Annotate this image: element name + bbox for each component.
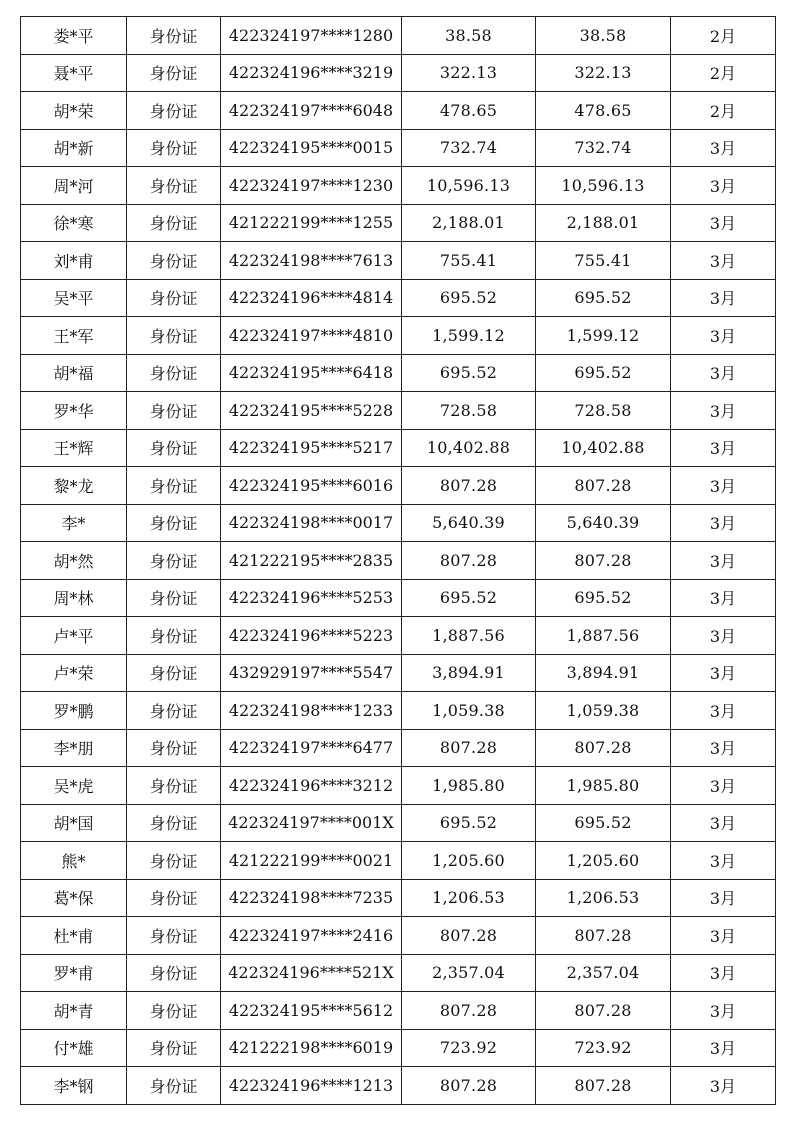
amount-cell: 38.58 — [402, 17, 536, 55]
id-number-cell: 422324197****1230 — [221, 167, 402, 205]
table-row — [21, 504, 776, 542]
table-row — [21, 767, 776, 805]
table-row — [21, 167, 776, 205]
amount-paid-cell: 807.28 — [536, 467, 671, 505]
amount-paid-cell: 3,894.91 — [536, 654, 671, 692]
table-row — [21, 242, 776, 280]
id-number-cell: 422324195****6016 — [221, 467, 402, 505]
records-table-body — [21, 17, 776, 1105]
table-row — [21, 917, 776, 955]
id-type-cell: 身份证 — [127, 129, 221, 167]
id-number-cell: 422324198****7235 — [221, 879, 402, 917]
amount-paid-cell: 807.28 — [536, 729, 671, 767]
id-type-cell: 身份证 — [127, 954, 221, 992]
month-cell: 3月 — [671, 279, 776, 317]
id-number-cell: 421222199****1255 — [221, 204, 402, 242]
month-cell: 3月 — [671, 617, 776, 655]
month-cell: 3月 — [671, 692, 776, 730]
month-cell: 3月 — [671, 654, 776, 692]
amount-paid-cell: 38.58 — [536, 17, 671, 55]
amount-cell: 807.28 — [402, 992, 536, 1030]
amount-paid-cell: 695.52 — [536, 279, 671, 317]
id-type-cell: 身份证 — [127, 354, 221, 392]
name-cell: 李* — [21, 504, 127, 542]
name-cell: 胡*新 — [21, 129, 127, 167]
amount-paid-cell: 695.52 — [536, 354, 671, 392]
amount-cell: 1,985.80 — [402, 767, 536, 805]
table-row — [21, 1067, 776, 1105]
amount-cell: 695.52 — [402, 579, 536, 617]
name-cell: 黎*龙 — [21, 467, 127, 505]
month-cell: 3月 — [671, 429, 776, 467]
month-cell: 2月 — [671, 92, 776, 130]
amount-paid-cell: 1,206.53 — [536, 879, 671, 917]
month-cell: 3月 — [671, 729, 776, 767]
id-type-cell: 身份证 — [127, 842, 221, 880]
table-row — [21, 54, 776, 92]
month-cell: 3月 — [671, 242, 776, 280]
id-number-cell: 422324196****521X — [221, 954, 402, 992]
name-cell: 王*军 — [21, 317, 127, 355]
month-cell: 2月 — [671, 17, 776, 55]
amount-cell: 695.52 — [402, 279, 536, 317]
name-cell: 卢*平 — [21, 617, 127, 655]
name-cell: 刘*甫 — [21, 242, 127, 280]
table-row — [21, 804, 776, 842]
month-cell: 3月 — [671, 392, 776, 430]
amount-paid-cell: 732.74 — [536, 129, 671, 167]
amount-cell: 1,059.38 — [402, 692, 536, 730]
month-cell: 3月 — [671, 992, 776, 1030]
amount-cell: 807.28 — [402, 917, 536, 955]
id-type-cell: 身份证 — [127, 467, 221, 505]
amount-paid-cell: 807.28 — [536, 992, 671, 1030]
table-row — [21, 954, 776, 992]
amount-paid-cell: 807.28 — [536, 1067, 671, 1105]
table-row — [21, 317, 776, 355]
id-number-cell: 422324196****4814 — [221, 279, 402, 317]
amount-paid-cell: 807.28 — [536, 917, 671, 955]
id-number-cell: 422324196****5253 — [221, 579, 402, 617]
amount-cell: 695.52 — [402, 804, 536, 842]
name-cell: 罗*华 — [21, 392, 127, 430]
id-type-cell: 身份证 — [127, 992, 221, 1030]
amount-cell: 10,596.13 — [402, 167, 536, 205]
table-row — [21, 1029, 776, 1067]
id-number-cell: 432929197****5547 — [221, 654, 402, 692]
id-type-cell: 身份证 — [127, 54, 221, 92]
table-row — [21, 654, 776, 692]
amount-paid-cell: 2,357.04 — [536, 954, 671, 992]
name-cell: 胡*福 — [21, 354, 127, 392]
id-number-cell: 421222195****2835 — [221, 542, 402, 580]
name-cell: 王*辉 — [21, 429, 127, 467]
id-number-cell: 422324197****2416 — [221, 917, 402, 955]
id-type-cell: 身份证 — [127, 429, 221, 467]
table-row — [21, 204, 776, 242]
id-type-cell: 身份证 — [127, 204, 221, 242]
amount-paid-cell: 723.92 — [536, 1029, 671, 1067]
amount-cell: 755.41 — [402, 242, 536, 280]
month-cell: 3月 — [671, 1029, 776, 1067]
table-row — [21, 279, 776, 317]
amount-paid-cell: 322.13 — [536, 54, 671, 92]
amount-paid-cell: 1,887.56 — [536, 617, 671, 655]
table-row — [21, 579, 776, 617]
table-row — [21, 692, 776, 730]
amount-cell: 807.28 — [402, 542, 536, 580]
amount-paid-cell: 5,640.39 — [536, 504, 671, 542]
id-number-cell: 422324195****5228 — [221, 392, 402, 430]
id-type-cell: 身份证 — [127, 392, 221, 430]
id-type-cell: 身份证 — [127, 617, 221, 655]
amount-paid-cell: 478.65 — [536, 92, 671, 130]
name-cell: 葛*保 — [21, 879, 127, 917]
id-type-cell: 身份证 — [127, 17, 221, 55]
table-row — [21, 354, 776, 392]
amount-cell: 807.28 — [402, 1067, 536, 1105]
name-cell: 胡*国 — [21, 804, 127, 842]
id-type-cell: 身份证 — [127, 654, 221, 692]
id-number-cell: 422324196****1213 — [221, 1067, 402, 1105]
amount-cell: 1,887.56 — [402, 617, 536, 655]
id-number-cell: 422324195****0015 — [221, 129, 402, 167]
name-cell: 李*朋 — [21, 729, 127, 767]
table-row — [21, 129, 776, 167]
name-cell: 聂*平 — [21, 54, 127, 92]
month-cell: 3月 — [671, 954, 776, 992]
amount-cell: 2,188.01 — [402, 204, 536, 242]
name-cell: 周*林 — [21, 579, 127, 617]
month-cell: 3月 — [671, 167, 776, 205]
table-row — [21, 542, 776, 580]
amount-cell: 807.28 — [402, 729, 536, 767]
id-type-cell: 身份证 — [127, 1029, 221, 1067]
amount-cell: 478.65 — [402, 92, 536, 130]
id-type-cell: 身份证 — [127, 879, 221, 917]
month-cell: 2月 — [671, 54, 776, 92]
id-type-cell: 身份证 — [127, 279, 221, 317]
name-cell: 卢*荣 — [21, 654, 127, 692]
id-type-cell: 身份证 — [127, 242, 221, 280]
month-cell: 3月 — [671, 542, 776, 580]
amount-paid-cell: 1,205.60 — [536, 842, 671, 880]
amount-cell: 723.92 — [402, 1029, 536, 1067]
amount-paid-cell: 807.28 — [536, 542, 671, 580]
id-number-cell: 422324198****0017 — [221, 504, 402, 542]
amount-cell: 1,206.53 — [402, 879, 536, 917]
amount-cell: 807.28 — [402, 467, 536, 505]
id-type-cell: 身份证 — [127, 542, 221, 580]
table-row — [21, 17, 776, 55]
id-number-cell: 422324196****3219 — [221, 54, 402, 92]
month-cell: 3月 — [671, 767, 776, 805]
month-cell: 3月 — [671, 504, 776, 542]
amount-cell: 1,599.12 — [402, 317, 536, 355]
amount-paid-cell: 2,188.01 — [536, 204, 671, 242]
name-cell: 熊* — [21, 842, 127, 880]
month-cell: 3月 — [671, 579, 776, 617]
id-number-cell: 421222199****0021 — [221, 842, 402, 880]
id-type-cell: 身份证 — [127, 167, 221, 205]
amount-paid-cell: 10,402.88 — [536, 429, 671, 467]
table-row — [21, 92, 776, 130]
amount-cell: 695.52 — [402, 354, 536, 392]
id-number-cell: 422324197****4810 — [221, 317, 402, 355]
month-cell: 3月 — [671, 467, 776, 505]
id-type-cell: 身份证 — [127, 504, 221, 542]
id-type-cell: 身份证 — [127, 767, 221, 805]
table-row — [21, 429, 776, 467]
month-cell: 3月 — [671, 354, 776, 392]
month-cell: 3月 — [671, 317, 776, 355]
amount-paid-cell: 695.52 — [536, 579, 671, 617]
table-row — [21, 729, 776, 767]
amount-cell: 10,402.88 — [402, 429, 536, 467]
table-row — [21, 467, 776, 505]
table-row — [21, 392, 776, 430]
name-cell: 周*河 — [21, 167, 127, 205]
id-number-cell: 422324198****1233 — [221, 692, 402, 730]
name-cell: 徐*寒 — [21, 204, 127, 242]
name-cell: 罗*甫 — [21, 954, 127, 992]
id-number-cell: 422324196****3212 — [221, 767, 402, 805]
id-number-cell: 422324197****1280 — [221, 17, 402, 55]
id-type-cell: 身份证 — [127, 1067, 221, 1105]
amount-cell: 728.58 — [402, 392, 536, 430]
id-number-cell: 422324198****7613 — [221, 242, 402, 280]
month-cell: 3月 — [671, 879, 776, 917]
name-cell: 胡*青 — [21, 992, 127, 1030]
id-number-cell: 422324195****5612 — [221, 992, 402, 1030]
amount-paid-cell: 10,596.13 — [536, 167, 671, 205]
table-row — [21, 879, 776, 917]
id-number-cell: 422324197****001X — [221, 804, 402, 842]
amount-paid-cell: 1,599.12 — [536, 317, 671, 355]
table-row — [21, 842, 776, 880]
month-cell: 3月 — [671, 204, 776, 242]
name-cell: 杜*甫 — [21, 917, 127, 955]
id-type-cell: 身份证 — [127, 579, 221, 617]
amount-paid-cell: 1,985.80 — [536, 767, 671, 805]
name-cell: 吴*虎 — [21, 767, 127, 805]
amount-cell: 2,357.04 — [402, 954, 536, 992]
table-row — [21, 992, 776, 1030]
amount-cell: 5,640.39 — [402, 504, 536, 542]
id-number-cell: 422324195****5217 — [221, 429, 402, 467]
id-number-cell: 421222198****6019 — [221, 1029, 402, 1067]
name-cell: 娄*平 — [21, 17, 127, 55]
id-number-cell: 422324197****6477 — [221, 729, 402, 767]
id-type-cell: 身份证 — [127, 917, 221, 955]
name-cell: 吴*平 — [21, 279, 127, 317]
table-row — [21, 617, 776, 655]
amount-cell: 732.74 — [402, 129, 536, 167]
name-cell: 李*钢 — [21, 1067, 127, 1105]
month-cell: 3月 — [671, 804, 776, 842]
id-type-cell: 身份证 — [127, 92, 221, 130]
id-type-cell: 身份证 — [127, 317, 221, 355]
name-cell: 胡*然 — [21, 542, 127, 580]
id-number-cell: 422324197****6048 — [221, 92, 402, 130]
amount-cell: 3,894.91 — [402, 654, 536, 692]
name-cell: 罗*鹏 — [21, 692, 127, 730]
month-cell: 3月 — [671, 842, 776, 880]
amount-paid-cell: 1,059.38 — [536, 692, 671, 730]
amount-cell: 322.13 — [402, 54, 536, 92]
id-type-cell: 身份证 — [127, 692, 221, 730]
amount-paid-cell: 728.58 — [536, 392, 671, 430]
amount-paid-cell: 695.52 — [536, 804, 671, 842]
id-type-cell: 身份证 — [127, 729, 221, 767]
records-table — [20, 16, 776, 1105]
id-number-cell: 422324196****5223 — [221, 617, 402, 655]
name-cell: 胡*荣 — [21, 92, 127, 130]
amount-paid-cell: 755.41 — [536, 242, 671, 280]
month-cell: 3月 — [671, 917, 776, 955]
amount-cell: 1,205.60 — [402, 842, 536, 880]
month-cell: 3月 — [671, 1067, 776, 1105]
id-number-cell: 422324195****6418 — [221, 354, 402, 392]
id-type-cell: 身份证 — [127, 804, 221, 842]
name-cell: 付*雄 — [21, 1029, 127, 1067]
month-cell: 3月 — [671, 129, 776, 167]
